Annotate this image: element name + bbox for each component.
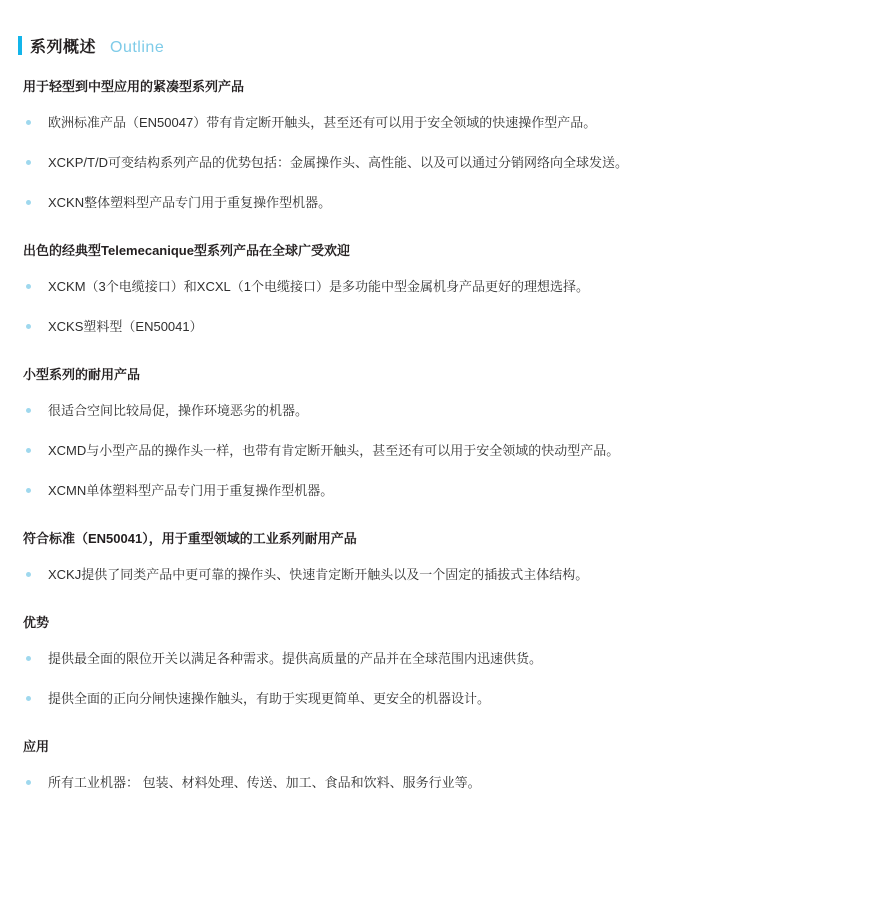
- content-block: [18, 365, 871, 511]
- block-title: 出色的经典型Telemecanique型系列产品在全球广受欢迎: [23, 243, 350, 258]
- content-block: [18, 241, 871, 347]
- list-item: 所有工业机器： 包装、材料处理、传送、加工、食品和饮料、服务行业等。: [18, 763, 871, 803]
- bullet-list: [18, 267, 871, 347]
- block-title: 应用: [23, 739, 50, 754]
- bullet-list: [18, 391, 871, 511]
- block-title: 用于轻型到中型应用的紧凑型系列产品: [23, 79, 245, 94]
- content-block: [18, 737, 871, 803]
- list-item: 提供最全面的限位开关以满足各种需求。提供高质量的产品并在全球范围内迅速供货。: [18, 639, 871, 679]
- list-item: XCKP/T/D可变结构系列产品的优势包括：金属操作头、高性能、以及可以通过分销网络向全球发送。: [18, 143, 871, 183]
- list-item: 欧洲标准产品（EN50047）带有肯定断开触头，甚至还有可以用于安全领域的快速操作型产品。: [18, 103, 871, 143]
- list-item: XCMN单体塑料型产品专门用于重复操作型机器。: [18, 471, 871, 511]
- block-title: 优势: [23, 615, 50, 630]
- list-item: XCKJ提供了同类产品中更可靠的操作头、快速肯定断开触头以及一个固定的插拔式主体结构。: [18, 555, 871, 595]
- bullet-list: [18, 103, 871, 223]
- bullet-list: [18, 639, 871, 719]
- content-block: [18, 77, 871, 223]
- list-item: 提供全面的正向分闸快速操作触头，有助于实现更简单、更安全的机器设计。: [18, 679, 871, 719]
- accent-bar-icon: [18, 36, 22, 55]
- list-item: XCKM（3个电缆接口）和XCXL（1个电缆接口）是多功能中型金属机身产品更好的理想选择。: [18, 267, 871, 307]
- list-item: XCKN整体塑料型产品专门用于重复操作型机器。: [18, 183, 871, 223]
- bullet-list: [18, 763, 871, 803]
- page-title: 系列概述: [30, 39, 97, 56]
- bullet-list: [18, 555, 871, 595]
- list-item: 很适合空间比较局促，操作环境恶劣的机器。: [18, 391, 871, 431]
- content-area: [18, 61, 871, 803]
- page-subtitle: Outline: [110, 39, 165, 56]
- content-block: [18, 613, 871, 719]
- section-header: [18, 0, 871, 61]
- content-block: [18, 529, 871, 595]
- block-title: 小型系列的耐用产品: [23, 367, 141, 382]
- block-title: 符合标准（EN50041），用于重型领域的工业系列耐用产品: [23, 531, 357, 546]
- list-item: XCMD与小型产品的操作头一样，也带有肯定断开触头，甚至还有可以用于安全领域的快动型产品。: [18, 431, 871, 471]
- list-item: XCKS塑料型（EN50041）: [18, 307, 871, 347]
